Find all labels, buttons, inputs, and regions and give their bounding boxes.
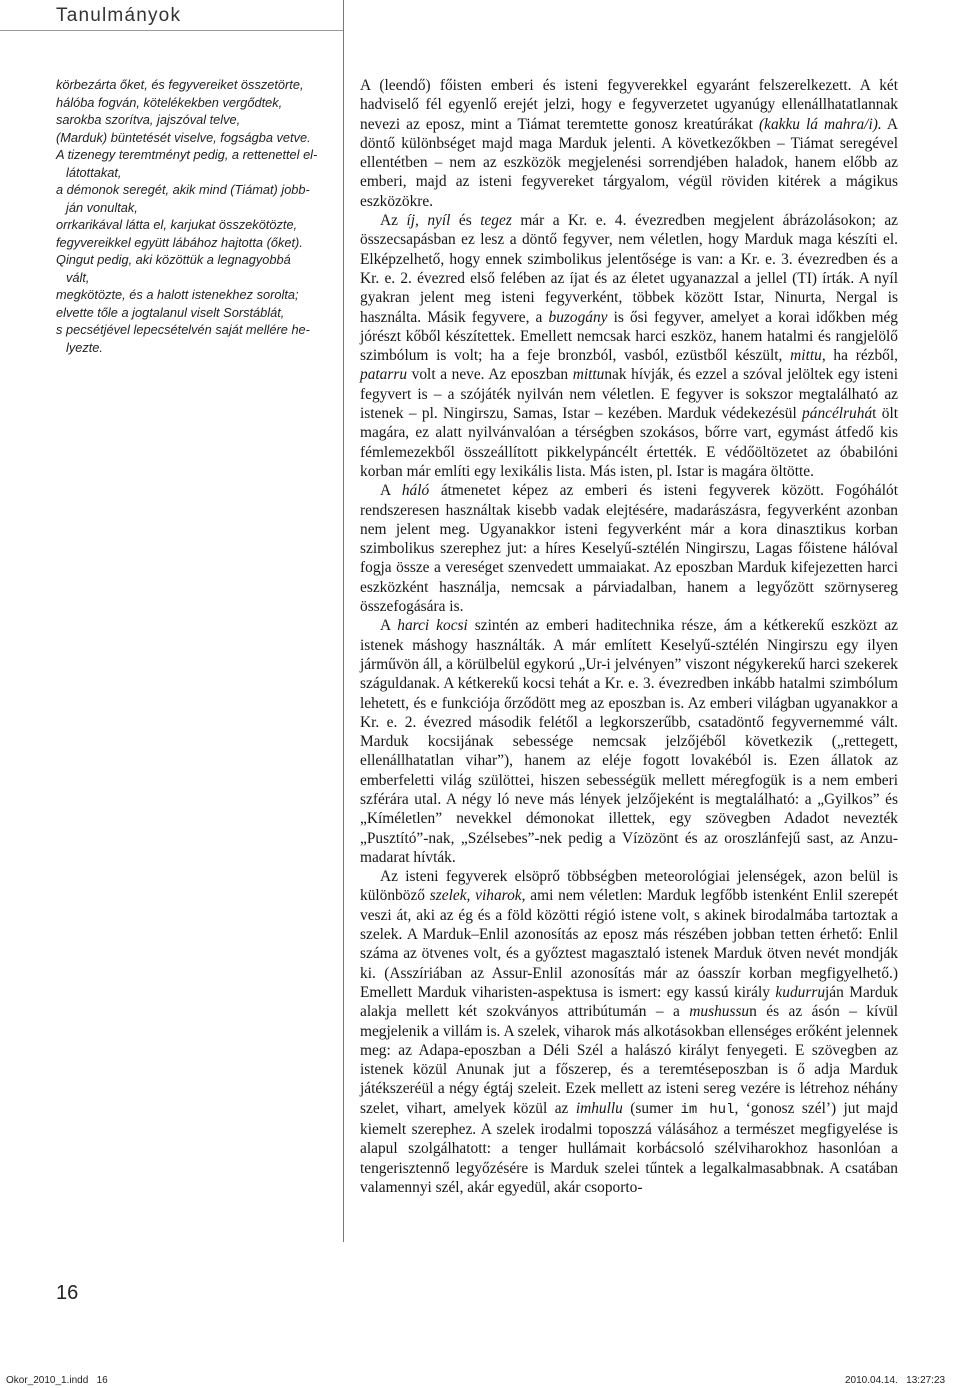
page-number: 16 xyxy=(56,1282,79,1304)
poem-line: Qingut pedig, aki közöttük a legnagyobbá xyxy=(56,252,291,267)
poem-line: sarokba szorítva, jajszóval telve, xyxy=(56,112,241,127)
footer-datetime: 2010.04.14. 13:27:23 xyxy=(845,1375,946,1386)
poem-line: (Marduk) büntetését viselve, fogságba vetve. xyxy=(56,129,311,145)
poem-line: hálóba fogván, kötelékekben vergődtek, xyxy=(56,94,283,110)
body-paragraph: A harci kocsi szintén az emberi haditechnika része, ám a kétkerekű eszközt az istenek máshogy használták. A már említett Keselyű-sztélén Ningirszu egy ilyen járművön áll, a körülbelül egykorú „Ur-i jelvényen” viszont négykerekű harci szekerek száguldanak. A kétkerekű kocsi tehát a Kr. e. 3. évezredben inkább hatalmi szimbólum lehetett, és e funkciója őrződött meg az eposzban is. Az emberi világban ugyanakkor a Kr. e. 2. évezred második felétől a legkorszerűbb, csatadöntő fegyvernemmé vált. Marduk kocsijának sebessége nemcsak jelzőjéből következik („rettegett, ellenállhatatlan vihar”), hanem az eléje fogott lovakéból is. Ezen állatok az emberfeletti világ szülöttei, hiszen sebességük mellett méregfogük is a nem emberi szférára utal. A négy ló neve más lények jelzőjeként is megtalálható: a „Gyilkos” és „Kíméletlen” nevekkel démonokat illettek, egy szövegben Adadot nevezték „Pusztító”-nak, „Szélsebes”-nek pedig a Vízözönt és az oroszlánfejű sast, az Anzu-madarat hívták. xyxy=(360,617,898,866)
poem-line: fegyvereikkel együtt lábához hajtotta (őket). xyxy=(56,234,303,250)
column-divider xyxy=(343,0,344,1242)
body-paragraph: Az íj, nyíl és tegez már a Kr. e. 4. évezredben megjelent ábrázolásokon; az összecsapásban ez lesz a döntő fegyver, nem véletlen, hogy Marduk maga készíti el. Elképzelhető, hogy ennek szimbolikus jelentősége is van: a Kr. e. 3. évezredben és a Kr. e. 2. évezred első felében az íjat és az életet ugyanazzal a jellel (TI) írták. A nyíl gyakran jelent meg isteni fegyverként, többek között Istar, Ninurta, Nergal is használta. Másik fegyvere, a buzogány is ősi fegyver, amelyet a korai időkben még jórészt kőből készítettek. Emellett nemcsak harci eszköz, hanem hatalmi és rangjelölő szimbólum is volt; ha a feje bronzból, vasból, ezüstből készült, mittu, ha rézből, patarru volt a neve. Az eposzban mittunak hívják, és ezzel a szóval jelöltek egy isteni fegyvert is – a szójáték nyilván nem véletlen. E fegyver is sokszor megtalálható az istenek – pl. Ningirszu, Samas, Istar – kezében. Marduk védekezésül páncélruhát ölt magára, ez alatt nyilvánvalóan a térségben szokásos, bőrre vart, egymást átfedő kis fémlemezekből összeállított pikkelypáncélt értették. E védőöltözetet az óbabilóni korban már említi egy lexikális lista. Más isten, pl. Istar is magára öltötte. xyxy=(360,212,898,480)
poem-line: körbezárta őket, és fegyvereiket összetörte, xyxy=(56,77,304,92)
poem-line: A tizenegy teremtményt pedig, a rettenettel el- xyxy=(56,147,318,162)
poem-line: s pecsétjével lepecsételvén saját mellére he- xyxy=(56,322,310,337)
poem-line: megkötözte, és a halott istenekhez sorolta; xyxy=(56,287,299,302)
poem-line: látottakat, xyxy=(66,164,122,180)
poem-excerpt xyxy=(56,76,320,356)
body-paragraph: A (leendő) főisten emberi és isteni fegyverekkel egyaránt felszerelkezett. A két hadviselő fél egyenlő erejét jelzi, hogy e fegyverzetet ugyanúgy ellenállhatatlannak nevezi az eposz, mint a Tiámat teremtette gonosz kreatúrákat (kakku lá mahra/i). A döntő különbséget majd maga Marduk jelenti. A következőkben – Tiámat seregével ellentétben – nem az eszközök megjelenési sorrendjében haladok, hanem előbb az emberi, majd az isteni fegyvereket tárgyalom, végül röviden kitérek a mágikus eszközökre. xyxy=(360,77,898,210)
poem-line: elvette tőle a jogtalanul viselt Sorstáblát, xyxy=(56,304,285,320)
poem-line: lyezte. xyxy=(66,339,103,355)
main-text-column xyxy=(360,76,898,1197)
poem-line: ján vonultak, xyxy=(66,199,138,215)
body-paragraph: A háló átmenetet képez az emberi és isteni fegyverek között. Fogóhálót rendszeresen használtak kisebb vadak elejtésére, madarászásra, fegyverként azonban nem jelent meg. Ugyanakkor isteni fegyverként már a kora dinasztikus korban szimbolikus szerephez jut: a híres Keselyű-sztélén Ningirszu, Lagas főistene hálóval fogja össze a vereséget szenvedett ummaiakat. Az eposzban Marduk kifejezetten harci eszközként használja, nemcsak a párviadalban, hanem a legyőzött szörnysereg összefogására is. xyxy=(360,482,898,616)
body-paragraph: Az isteni fegyverek elsöprő többségben meteorológiai jelenségek, azon belül is különböző szelek, viharok, ami nem véletlen: Marduk legfőbb istenként Enlil szerepét veszi át, aki az ég és a föld közötti régió istene volt, s akinek birodalmába tartoztak a szelek. A Marduk–Enlil azonosítás az eposz más részében jobban tetten érhető: Enlil száma az ötvenes volt, és a győztest magasztaló istenek Marduk ötven nevét mondják ki. (Asszíriában az Assur-Enlil azonosítás már az óasszír korban megfigyelhető.) Emellett Marduk viharisten-aspektusa is ismert: egy kassú király kudurruján Marduk alakja mellett két szokványos attribútumán – a mushussun és az ásón – kívül megjelenik a villám is. A szelek, viharok más alkotásokban ellenséges erőként jelennek meg: az Adapa-eposzban a Déli Szél a halászó királyt fenyegeti. E szövegben az istenek közül Anunak jut a főszerep, és a teremtéseposzban is ő adja Marduk játékszeréül a négy égtáj szeleit. Ezek mellett az isteni sereg vezére is létrehoz néhány szelet, vihart, amelyek közül az imhullu (sumer im hul, ‘gonosz szél’) jut majd kiemelt szerephez. A szelek irodalmi toposzzá válásához a természet megfigyelése is alapul szolgálhatott: a tenger hullámait korbácsoló szélviharokhoz hasonlóan a tengerisztennő legyőzésére is Marduk szelei tűntek a legalkalmasabbnak. A csatában valamennyi szél, akár egyedül, akár csoporto- xyxy=(360,868,899,1196)
footer-file-info: Okor_2010_1.indd 16 xyxy=(6,1375,108,1386)
poem-line: orrkarikával látta el, karjukat összekötözte, xyxy=(56,217,298,232)
section-title: Tanulmányok xyxy=(56,5,182,26)
poem-line: vált, xyxy=(66,269,90,285)
header-rule xyxy=(0,30,343,31)
poem-line: a démonok seregét, akik mind (Tiámat) jobb- xyxy=(56,182,310,197)
